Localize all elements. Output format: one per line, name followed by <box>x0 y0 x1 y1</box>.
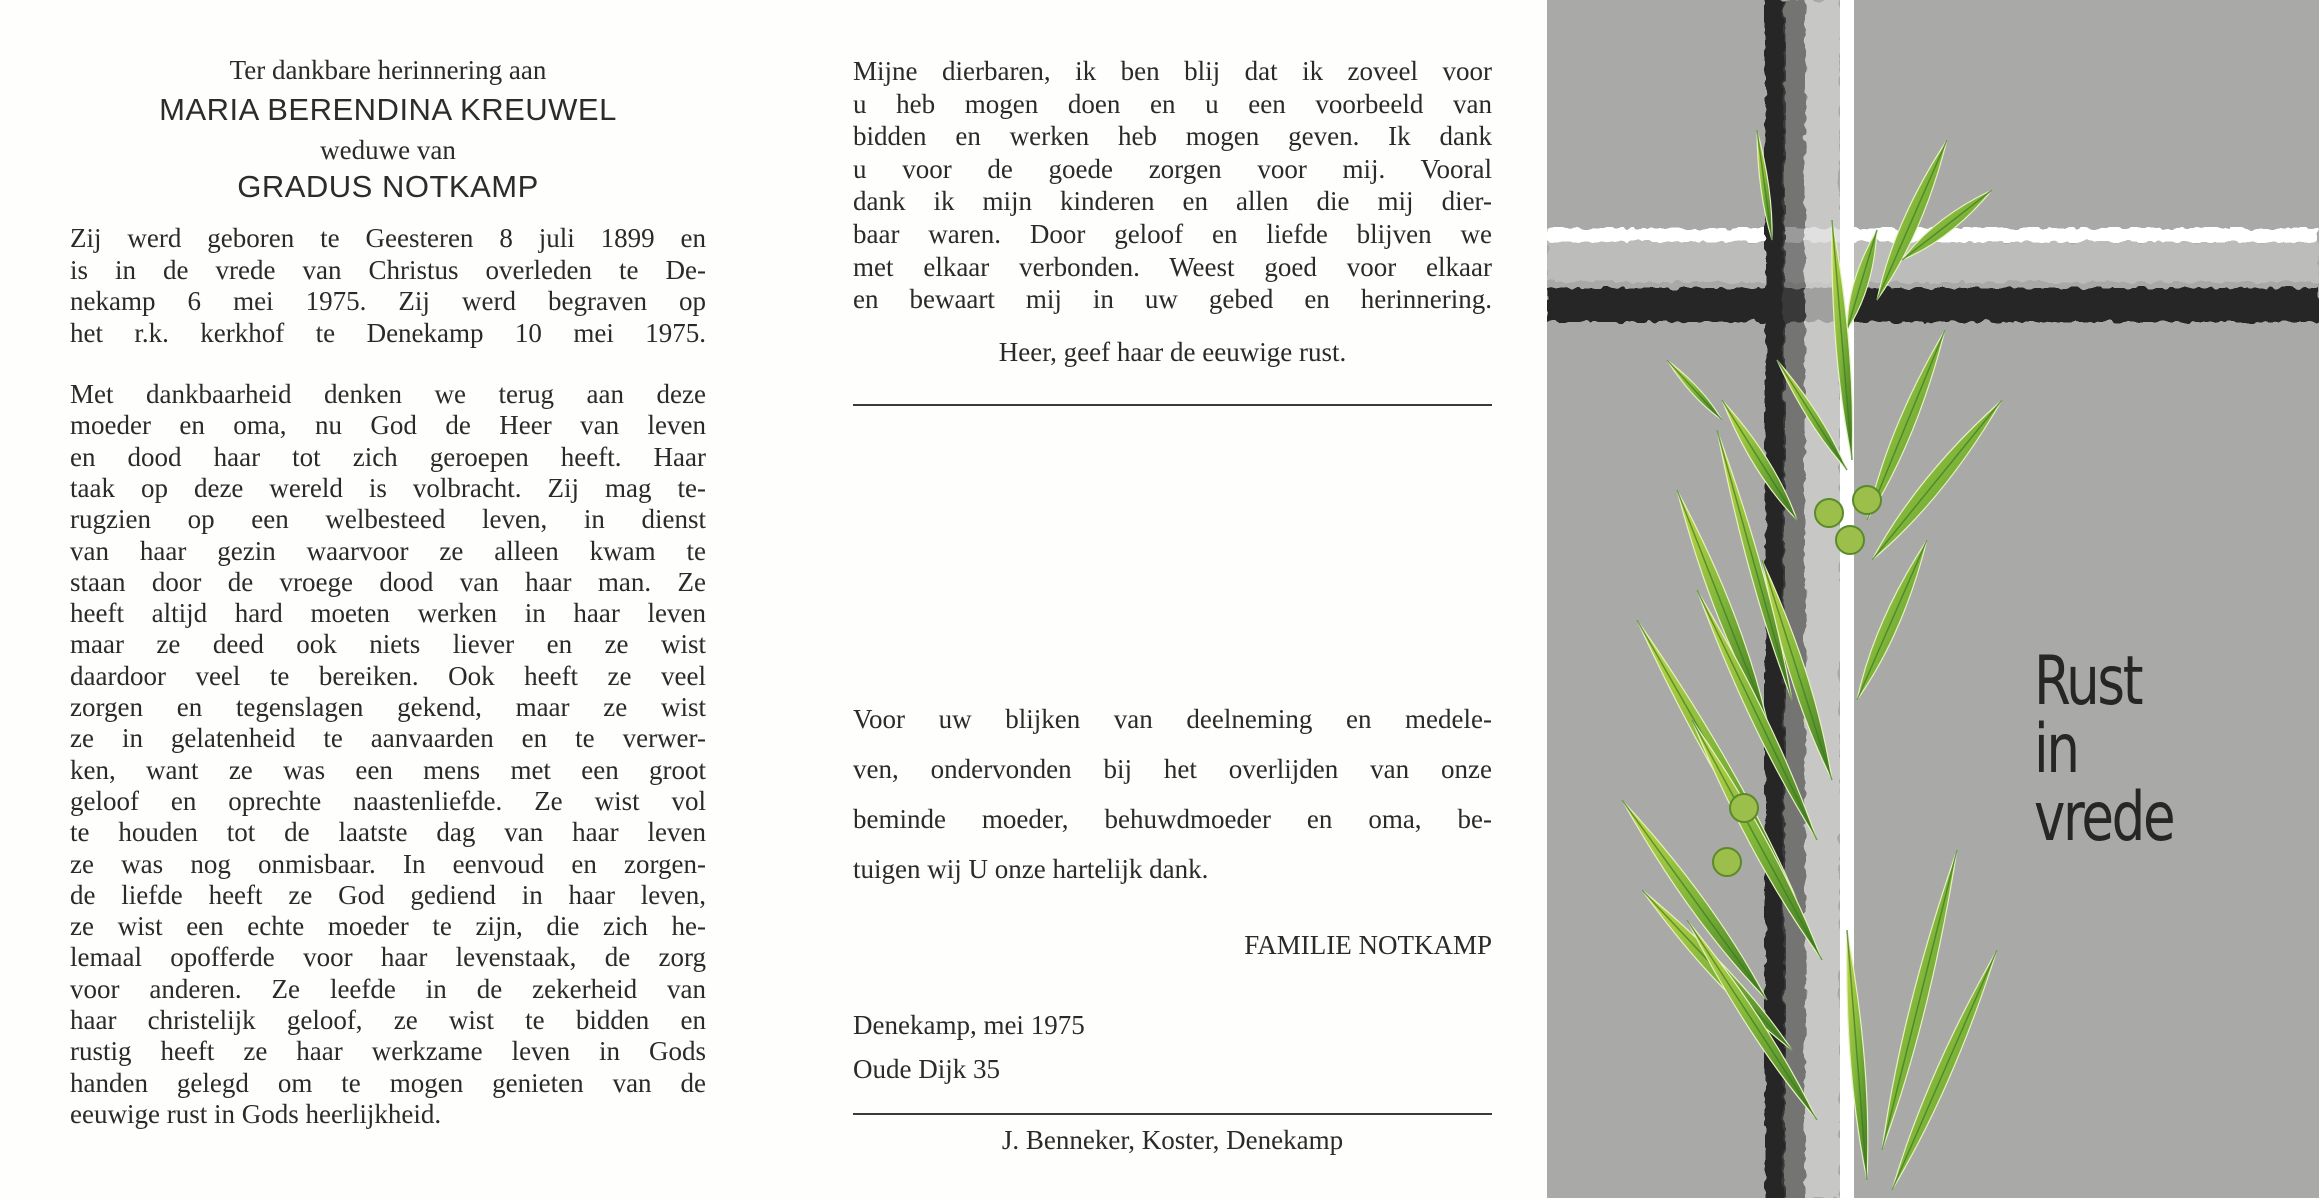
text-line: dank ik mijn kinderen en allen die mij dier- <box>853 186 1492 217</box>
olive-fruit <box>1815 499 1843 527</box>
cross-olive-illustration <box>1547 0 2319 1198</box>
text-line: ven, ondervonden bij het overlijden van onze <box>853 754 1492 784</box>
place-date: Denekamp, mei 1975 <box>853 1010 1085 1040</box>
text-line: maar ze deed ook niets liever en ze wist <box>70 629 706 660</box>
leaf-vein <box>1872 400 2002 560</box>
text-line: ze was nog onmisbaar. In eenvoud en zorgen- <box>70 848 706 879</box>
text-line: ken, want ze was een mens met een groot <box>70 754 706 785</box>
text-line: u voor de goede zorgen voor mij. Vooral <box>853 153 1492 184</box>
inscription-line: in <box>2034 710 2078 789</box>
text-line: ze wist een echte moeder te zijn, die zich he- <box>70 911 706 942</box>
text-line: baar waren. Door geloof en liefde blijven we <box>853 219 1492 249</box>
text-line: ze in gelatenheid te aanvaarden en te verwer- <box>70 723 706 754</box>
text-line: moeder en oma, nu God de Heer van leven <box>70 410 706 441</box>
text-line: het r.k. kerkhof te Denekamp 10 mei 1975. <box>70 318 706 349</box>
spouse-name: GRADUS NOTKAMP <box>237 169 539 204</box>
text-line: en dood haar tot zich geroepen heeft. Haar <box>70 441 706 472</box>
inscription-line: vrede <box>2034 778 2174 857</box>
rust-in-vrede-inscription <box>2034 642 2190 857</box>
relation-text: weduwe van <box>320 135 456 165</box>
text-line: Met dankbaarheid denken we terug aan deze <box>70 379 706 409</box>
cover-illustration-panel <box>1547 0 2319 1198</box>
olive-fruit <box>1730 794 1758 822</box>
text-line: beminde moeder, behuwdmoeder en oma, be- <box>853 804 1492 834</box>
text-line: u heb mogen doen en u een voorbeeld van <box>853 88 1492 119</box>
text-line: nekamp 6 mei 1975. Zij werd begraven op <box>70 286 706 317</box>
olive-fruit <box>1836 526 1864 554</box>
text-line: rugzien op een welbesteed leven, in dienst <box>70 504 706 535</box>
text-line: met elkaar verbonden. Weest goed voor elkaar <box>853 251 1492 282</box>
leaf-vein <box>1882 850 1957 1150</box>
text-line: handen gelegd om te mogen genieten van de <box>70 1067 706 1098</box>
divider-bottom <box>853 1113 1492 1115</box>
text-line: Mijne dierbaren, ik ben blij dat ik zoveel voor <box>853 56 1492 86</box>
text-line: rustig heeft ze haar werkzame leven in Gods <box>70 1036 706 1067</box>
text-line: is in de vrede van Christus overleden te De- <box>70 254 706 285</box>
printer-credit: J. Benneker, Koster, Denekamp <box>1001 1125 1344 1155</box>
text-line: staan door de vroege dood van haar man. Ze <box>70 566 706 597</box>
text-line: daardoor veel te bereiken. Ook heeft ze veel <box>70 660 706 691</box>
text-line: eeuwige rust in Gods heerlijkheid. <box>70 1098 442 1129</box>
text-line: te houden tot de laatste dag van haar leven <box>70 817 706 848</box>
inscription-line: Rust <box>2034 642 2142 721</box>
text-line: Voor uw blijken van deelneming en medele- <box>853 704 1492 734</box>
intro-text: Ter dankbare herinnering aan <box>229 55 547 85</box>
memorial-middle-column <box>853 0 1492 1200</box>
text-line: bidden en werken heb mogen geven. Ik dank <box>853 121 1492 152</box>
memorial-left-column <box>70 0 706 1200</box>
address: Oude Dijk 35 <box>853 1054 1000 1084</box>
text-line: taak op deze wereld is volbracht. Zij mag te- <box>70 472 706 503</box>
prayer-text: Heer, geef haar de eeuwige rust. <box>998 337 1347 367</box>
olive-fruit <box>1853 486 1881 514</box>
text-line: lemaal opofferde voor haar levenstaak, de zorg <box>70 942 706 973</box>
text-line: zorgen en tegenslagen gekend, maar ze wist <box>70 692 706 722</box>
deceased-name: MARIA BERENDINA KREUWEL <box>159 92 617 127</box>
family-signature: FAMILIE NOTKAMP <box>1244 930 1492 960</box>
divider-top <box>853 404 1492 406</box>
text-line: en bewaart mij in uw gebed en herinnering. <box>853 284 1492 315</box>
text-line: voor anderen. Ze leefde in de zekerheid van <box>70 973 706 1004</box>
text-line: de liefde heeft ze God gediend in haar leven, <box>70 879 706 910</box>
text-line: geloof en oprechte naastenliefde. Ze wist vol <box>70 785 706 816</box>
leaf-vein <box>1677 490 1767 720</box>
text-line: heeft altijd hard moeten werken in haar leven <box>70 598 706 629</box>
olive-fruit <box>1713 848 1741 876</box>
leaf-vein <box>1667 360 1722 420</box>
text-line: tuigen wij U onze hartelijk dank. <box>853 854 1209 884</box>
text-line: van haar gezin waarvoor ze alleen kwam te <box>70 535 706 566</box>
text-line: haar christelijk geloof, ze wist te bidden en <box>70 1005 706 1035</box>
leaf-vein <box>1857 540 1927 700</box>
text-line: Zij werd geboren te Geesteren 8 juli 1899 en <box>70 223 706 253</box>
